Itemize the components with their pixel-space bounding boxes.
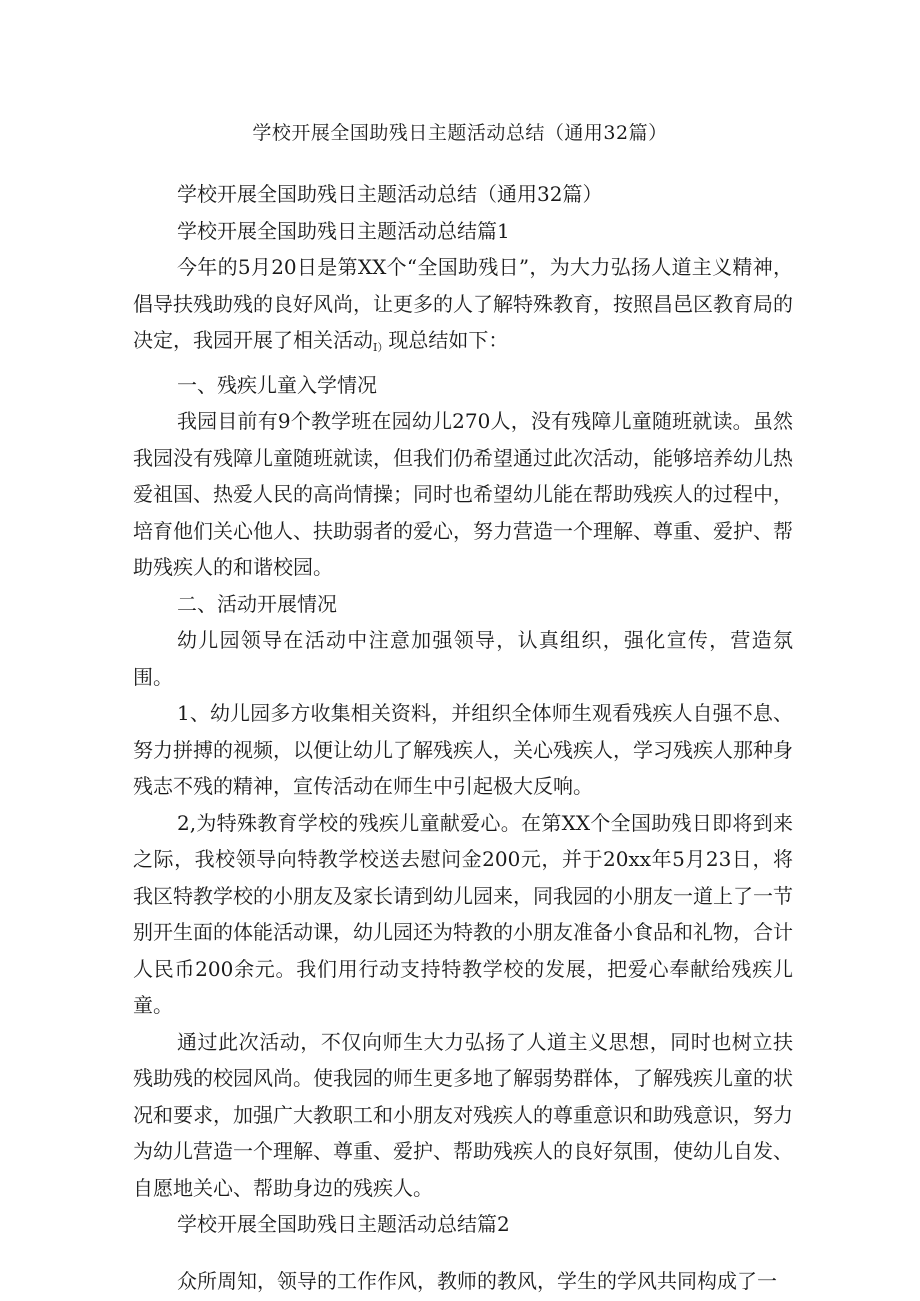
document-body (133, 176, 793, 1299)
paragraph-section2-start: 众所周知，领导的工作作风，教师的教风，学生的学风共同构成了一 (177, 1268, 777, 1293)
activity-item-2: 2,为特殊教育学校的残疾儿童献爱心。在第XX个全国助残日即将到来之际，我校领导向特教学校送去慰问金200元，并于20xx年5月23日，将我区特教学校的小朋友及家长请到幼儿园来，同我园的小朋友一道上了一节别开生面的体能活动课，幼儿园还为特教的小朋友准备小食品和礼物，合计人民币200余元。我们用行动支持特教学校的发展，把爱心奉献给残疾儿童。 (133, 810, 793, 1017)
intro-mark: I） (373, 341, 389, 354)
intro-paragraph (133, 249, 793, 367)
heading-activities: 二、活动开展情况 (177, 591, 337, 616)
paragraph-leadership: 幼儿园领导在活动中注意加强领导，认真组织，强化宣传，营造氛围。 (133, 628, 793, 689)
intro-text: 今年的5月20日是第XX个“全国助残日”，为大力弘扬人道主义精神，倡导扶残助残的良好风尚，让更多的人了解特殊教育，按照昌邑区教育局的决定，我园开展了相关活动 (133, 255, 793, 352)
paragraph-enrollment: 我园目前有9个教学班在园幼儿270人，没有残障儿童随班就读。虽然我园没有残障儿童随班就读，但我们仍希望通过此次活动，能够培养幼儿热爱祖国、热爱人民的高尚情操；同时也希望幼儿能在帮助残疾人的过程中，培育他们关心他人、扶助弱者的爱心，努力营造一个理解、尊重、爱护、帮助残疾人的和谐校园。 (133, 409, 793, 579)
subtitle: 学校开展全国助残日主题活动总结（通用32篇） (177, 182, 603, 206)
activity-item-1: 1、幼儿园多方收集相关资料，并组织全体师生观看残疾人自强不息、努力拼搏的视频，以便让幼儿了解残疾人，关心残疾人，学习残疾人那种身残志不残的精神，宣传活动在师生中引起极大反响。 (133, 701, 793, 798)
document-title: 学校开展全国助残日主题活动总结（通用32篇） (252, 122, 668, 144)
intro-text-end: 现总结如下： (388, 328, 509, 352)
section-heading-1: 学校开展全国助残日主题活动总结篇1 (177, 218, 510, 243)
section-heading-2: 学校开展全国助残日主题活动总结篇2 (177, 1212, 510, 1236)
paragraph-conclusion: 通过此次活动，不仅向师生大力弘扬了人道主义思想，同时也树立扶残助残的校园风尚。使我园的师生更多地了解弱势群体，了解残疾儿童的状况和要求，加强广大教职工和小朋友对残疾人的尊重意识和助残意识，努力为幼儿营造一个理解、尊重、爱护、帮助残疾人的良好氛围，使幼儿自发、自愿地关心、帮助身边的残疾人。 (133, 1029, 793, 1200)
heading-enrollment: 一、残疾儿童入学情况 (177, 372, 377, 397)
